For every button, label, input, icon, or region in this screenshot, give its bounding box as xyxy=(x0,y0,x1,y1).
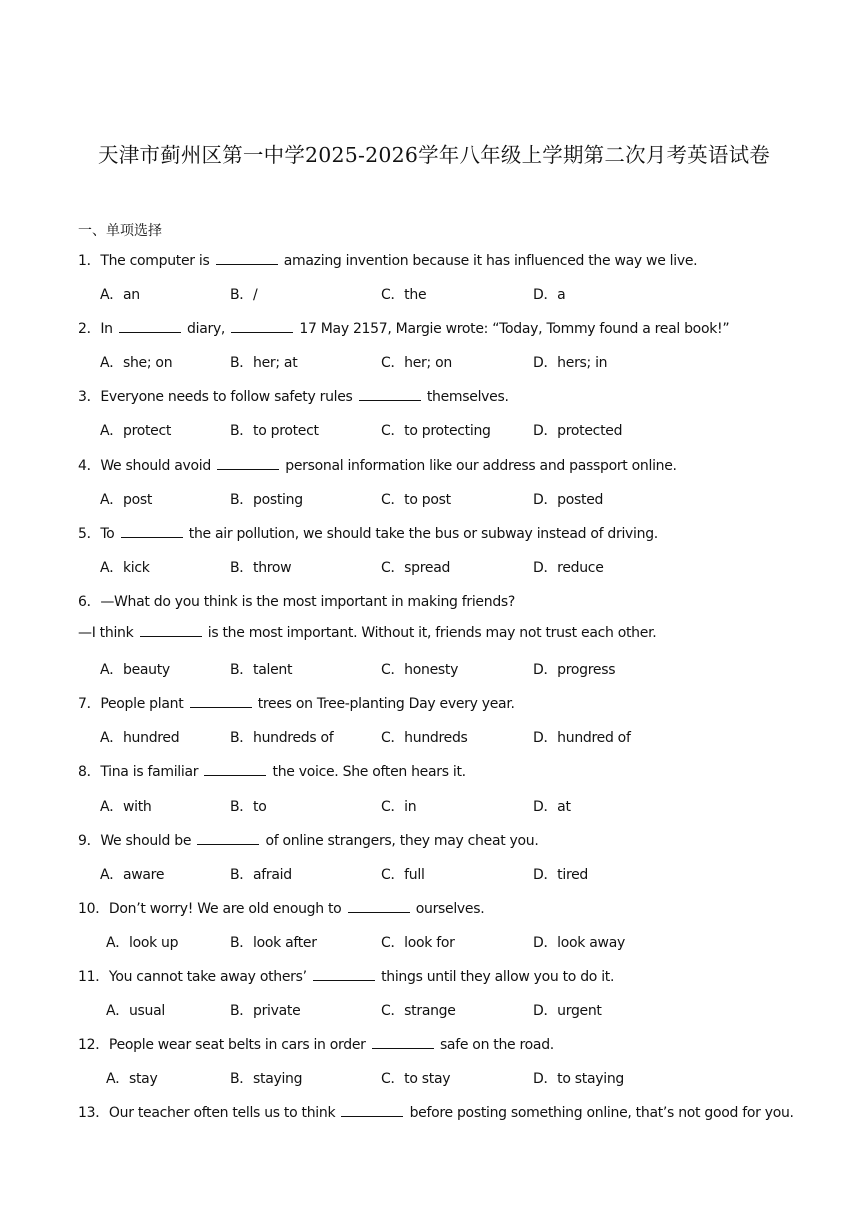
option-b: B．look after xyxy=(230,935,317,951)
section-heading: 一、单项选择 xyxy=(78,223,162,239)
question-number: 13． xyxy=(78,1105,109,1121)
question-text: the air pollution, we should take the bus or subway instead of driving. xyxy=(188,526,658,542)
option-a: A．aware xyxy=(100,867,165,883)
question-1 xyxy=(78,250,697,270)
question-13 xyxy=(78,1102,794,1122)
option-c: C．to post xyxy=(381,492,451,508)
question-number: 9． xyxy=(78,833,101,849)
answer-blank xyxy=(217,468,279,470)
question-2 xyxy=(78,318,729,338)
answer-blank xyxy=(359,399,421,401)
question-number: 1． xyxy=(78,253,101,269)
question-number: 5． xyxy=(78,526,101,542)
question-number: 11． xyxy=(78,969,109,985)
question-11 xyxy=(78,966,614,986)
question-text: People plant xyxy=(100,696,184,712)
question-text: safe on the road. xyxy=(439,1037,554,1053)
option-c: C．to stay xyxy=(381,1071,451,1087)
question-text: amazing invention because it has influenced the way we live. xyxy=(283,253,698,269)
question-text: Don’t worry! We are old enough to xyxy=(108,901,342,917)
question-text: The computer is xyxy=(100,253,210,269)
question-text: —What do you think is the most important in making friends? xyxy=(100,594,516,610)
answer-blank xyxy=(140,635,202,637)
option-b: B．posting xyxy=(230,492,303,508)
option-d: D．look away xyxy=(533,935,625,951)
question-number: 8． xyxy=(78,764,101,780)
option-b: B．staying xyxy=(230,1071,303,1087)
question-number: 4． xyxy=(78,458,101,474)
question-10 xyxy=(78,898,484,918)
option-a: A．post xyxy=(100,492,153,508)
question-text: before posting something online, that’s not good for you. xyxy=(409,1105,794,1121)
answer-blank xyxy=(121,536,183,538)
option-c: C．strange xyxy=(381,1003,456,1019)
option-a: A．beauty xyxy=(100,662,170,678)
option-d: D．at xyxy=(533,799,571,815)
question-text: 17 May 2157, Margie wrote: “Today, Tommy found a real book!” xyxy=(299,321,730,337)
option-d: D．to staying xyxy=(533,1071,624,1087)
option-d: D．reduce xyxy=(533,560,604,576)
option-b: B．talent xyxy=(230,662,293,678)
question-6-reply xyxy=(78,625,656,641)
option-c: C．full xyxy=(381,867,425,883)
answer-blank xyxy=(372,1047,434,1049)
question-text: You cannot take away others’ xyxy=(108,969,307,985)
option-a: A．with xyxy=(100,799,152,815)
option-d: D．protected xyxy=(533,423,623,439)
question-text: ourselves. xyxy=(415,901,485,917)
question-text: To xyxy=(100,526,115,542)
question-text: We should be xyxy=(100,833,192,849)
question-9 xyxy=(78,830,539,850)
option-d: D．posted xyxy=(533,492,604,508)
question-text: Our teacher often tells us to think xyxy=(108,1105,336,1121)
question-text: trees on Tree-planting Day every year. xyxy=(257,696,515,712)
option-b: B．hundreds of xyxy=(230,730,334,746)
question-text: Tina is familiar xyxy=(100,764,199,780)
option-a: A．an xyxy=(100,287,140,303)
question-text: In xyxy=(100,321,113,337)
option-c: C．her; on xyxy=(381,355,452,371)
option-a: A．look up xyxy=(106,935,179,951)
option-a: A．protect xyxy=(100,423,172,439)
question-text: Everyone needs to follow safety rules xyxy=(100,389,353,405)
option-b: B．to protect xyxy=(230,423,319,439)
option-d: D．tired xyxy=(533,867,589,883)
option-c: C．honesty xyxy=(381,662,459,678)
option-d: D．urgent xyxy=(533,1003,602,1019)
question-4 xyxy=(78,455,677,475)
question-number: 12． xyxy=(78,1037,109,1053)
question-text: personal information like our address and passport online. xyxy=(285,458,677,474)
answer-blank xyxy=(119,331,181,333)
answer-blank xyxy=(313,979,375,981)
option-d: D．progress xyxy=(533,662,616,678)
question-text: of online strangers, they may cheat you. xyxy=(265,833,539,849)
question-5 xyxy=(78,523,658,543)
option-a: A．hundred xyxy=(100,730,180,746)
answer-blank xyxy=(231,331,293,333)
question-6 xyxy=(78,591,515,611)
answer-blank xyxy=(348,911,410,913)
question-8 xyxy=(78,761,466,781)
option-c: C．hundreds xyxy=(381,730,468,746)
option-c: C．spread xyxy=(381,560,451,576)
option-a: A．she; on xyxy=(100,355,173,371)
question-text: diary, xyxy=(187,321,226,337)
answer-blank xyxy=(204,774,266,776)
question-text: things until they allow you to do it. xyxy=(381,969,615,985)
question-text: People wear seat belts in cars in order xyxy=(108,1037,366,1053)
answer-blank xyxy=(190,706,252,708)
question-number: 6． xyxy=(78,594,101,610)
question-text: themselves. xyxy=(426,389,509,405)
option-b: B．to xyxy=(230,799,267,815)
question-number: 10． xyxy=(78,901,109,917)
answer-blank xyxy=(197,843,259,845)
question-text: the voice. She often hears it. xyxy=(272,764,466,780)
answer-blank xyxy=(216,263,278,265)
option-d: D．hundred of xyxy=(533,730,631,746)
question-number: 3． xyxy=(78,389,101,405)
question-12 xyxy=(78,1034,554,1054)
answer-blank xyxy=(341,1115,403,1117)
question-text: —I think xyxy=(78,625,134,641)
option-c: C．look for xyxy=(381,935,455,951)
option-b: B．throw xyxy=(230,560,292,576)
option-a: A．kick xyxy=(100,560,150,576)
option-a: A．stay xyxy=(106,1071,158,1087)
option-b: B．private xyxy=(230,1003,301,1019)
question-7 xyxy=(78,693,515,713)
option-d: D．hers; in xyxy=(533,355,608,371)
option-b: B．/ xyxy=(230,287,258,303)
option-b: B．afraid xyxy=(230,867,292,883)
question-number: 7． xyxy=(78,696,101,712)
question-number: 2． xyxy=(78,321,101,337)
option-a: A．usual xyxy=(106,1003,165,1019)
option-b: B．her; at xyxy=(230,355,298,371)
option-c: C．the xyxy=(381,287,427,303)
exam-title: 天津市蓟州区第一中学2025-2026学年八年级上学期第二次月考英语试卷 xyxy=(98,143,770,167)
option-d: D．a xyxy=(533,287,566,303)
question-text: is the most important. Without it, friends may not trust each other. xyxy=(207,625,657,641)
question-3 xyxy=(78,386,509,406)
option-c: C．in xyxy=(381,799,417,815)
question-text: We should avoid xyxy=(100,458,211,474)
option-c: C．to protecting xyxy=(381,423,491,439)
